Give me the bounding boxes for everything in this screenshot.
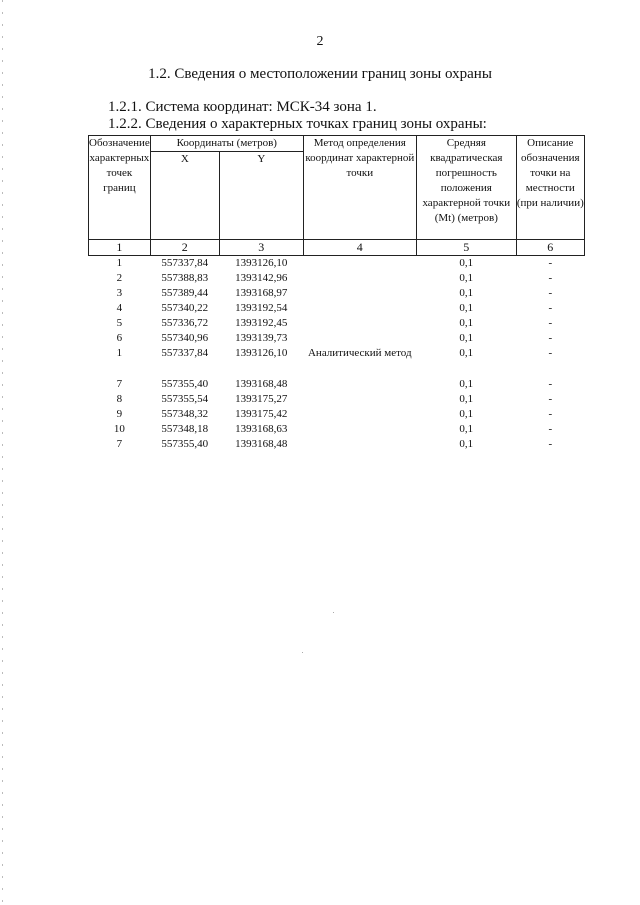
cell-point: 1 <box>116 347 123 359</box>
col-number: 1 <box>89 240 151 256</box>
cell-y: 1393126,10 <box>235 347 288 359</box>
scan-edge-marks <box>2 0 3 905</box>
header-method: Метод определения координат характерной точки <box>303 136 416 240</box>
col-number: 4 <box>303 240 416 256</box>
cell-y: 1393142,96 <box>235 272 288 284</box>
cell-description: - <box>548 257 553 269</box>
cell-accuracy: 0,1 <box>459 332 474 344</box>
cell-point: 4 <box>116 302 123 314</box>
coordinates-table <box>88 135 585 452</box>
cell-accuracy: 0,1 <box>459 378 474 390</box>
cell-x: 557336,72 <box>161 317 209 329</box>
section-heading: 1.2. Сведения о местоположении границ зоны охраны <box>148 66 492 82</box>
coordinate-system-line: 1.2.1. Система координат: МСК-34 зона 1. <box>108 99 377 115</box>
cell-point: 9 <box>116 408 123 420</box>
cell-x: 557355,40 <box>161 378 209 390</box>
table-row <box>89 422 585 437</box>
cell-accuracy: 0,1 <box>459 347 474 359</box>
cell-point: 10 <box>113 423 125 435</box>
cell-accuracy: 0,1 <box>459 302 474 314</box>
header-coordinates: Координаты (метров) <box>150 136 303 152</box>
cell-point: 8 <box>116 393 123 405</box>
cell-description: - <box>548 347 553 359</box>
table-row <box>89 377 585 392</box>
cell-point: 2 <box>116 272 123 284</box>
table-row <box>89 437 585 452</box>
cell-point: 5 <box>116 317 123 329</box>
cell-y: 1393139,73 <box>235 332 288 344</box>
cell-point: 3 <box>116 287 123 299</box>
cell-point: 1 <box>116 257 123 269</box>
col-number: 3 <box>219 240 303 256</box>
col-number: 6 <box>516 240 584 256</box>
cell-x: 557355,40 <box>161 438 209 450</box>
table-row <box>89 407 585 422</box>
cell-point: 7 <box>116 438 123 450</box>
cell-accuracy: 0,1 <box>459 423 474 435</box>
table-row <box>89 256 585 272</box>
cell-description: - <box>548 408 553 420</box>
header-y: Y <box>219 152 303 240</box>
cell-accuracy: 0,1 <box>459 393 474 405</box>
scan-speck <box>333 612 334 613</box>
cell-x: 557348,18 <box>161 423 209 435</box>
cell-y: 1393168,97 <box>235 287 288 299</box>
cell-method: Аналитический метод <box>307 347 412 359</box>
cell-accuracy: 0,1 <box>459 287 474 299</box>
cell-x: 557337,84 <box>161 257 209 269</box>
header-accuracy: Средняя квадратическая погрешность положения характерной точки (Mt) (метров) <box>416 136 516 240</box>
cell-point: 7 <box>116 378 123 390</box>
cell-accuracy: 0,1 <box>459 317 474 329</box>
cell-accuracy: 0,1 <box>459 408 474 420</box>
cell-description: - <box>548 438 553 450</box>
cell-accuracy: 0,1 <box>459 257 474 269</box>
cell-point: 6 <box>116 332 123 344</box>
cell-x: 557355,54 <box>161 393 209 405</box>
cell-description: - <box>548 317 553 329</box>
header-description: Описание обозначения точки на местности (при наличии) <box>516 136 584 240</box>
cell-y: 1393192,54 <box>235 302 288 314</box>
cell-y: 1393168,48 <box>235 378 288 390</box>
cell-y: 1393168,48 <box>235 438 288 450</box>
table-row <box>89 392 585 407</box>
cell-description: - <box>548 272 553 284</box>
cell-x: 557388,83 <box>161 272 209 284</box>
cell-accuracy: 0,1 <box>459 438 474 450</box>
cell-y: 1393126,10 <box>235 257 288 269</box>
cell-description: - <box>548 302 553 314</box>
header-designation: Обозначение характерных точек границ <box>89 136 151 240</box>
cell-y: 1393175,42 <box>235 408 288 420</box>
col-number: 5 <box>416 240 516 256</box>
cell-y: 1393168,63 <box>235 423 288 435</box>
cell-x: 557389,44 <box>161 287 209 299</box>
page-number: 2 <box>316 34 324 49</box>
cell-accuracy: 0,1 <box>459 272 474 284</box>
cell-x: 557348,32 <box>161 408 209 420</box>
col-number: 2 <box>150 240 219 256</box>
cell-description: - <box>548 287 553 299</box>
cell-description: - <box>548 423 553 435</box>
scan-speck <box>302 652 303 653</box>
cell-x: 557340,96 <box>161 332 209 344</box>
cell-y: 1393192,45 <box>235 317 288 329</box>
cell-y: 1393175,27 <box>235 393 288 405</box>
cell-description: - <box>548 393 553 405</box>
cell-description: - <box>548 378 553 390</box>
header-x: X <box>150 152 219 240</box>
cell-x: 557340,22 <box>161 302 209 314</box>
points-title-line: 1.2.2. Сведения о характерных точках границ зоны охраны: <box>108 116 487 132</box>
cell-x: 557337,84 <box>161 347 209 359</box>
cell-description: - <box>548 332 553 344</box>
